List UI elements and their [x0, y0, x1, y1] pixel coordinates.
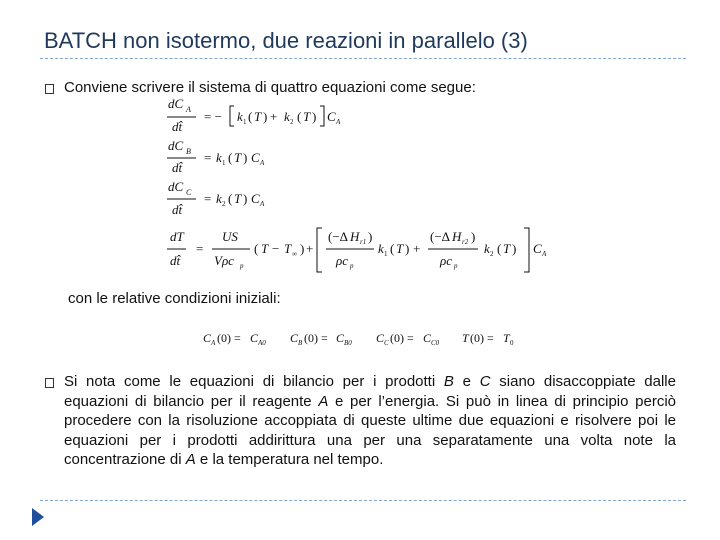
svg-text:(: (: [390, 241, 395, 256]
svg-text:T: T: [503, 241, 511, 256]
svg-text:(: (: [254, 241, 259, 256]
svg-text:∞: ∞: [292, 250, 297, 258]
svg-text:(: (: [297, 109, 302, 124]
svg-text:A0: A0: [258, 339, 266, 347]
initial-conditions-formula: [203, 331, 514, 347]
svg-text:−: −: [272, 241, 280, 256]
svg-text:C: C: [533, 241, 542, 256]
svg-text:C: C: [186, 188, 192, 197]
svg-text:T: T: [254, 109, 262, 124]
svg-text:p: p: [350, 262, 354, 270]
svg-text:C: C: [203, 331, 212, 345]
svg-text:T: T: [284, 241, 292, 256]
svg-text:dT: dT: [170, 229, 184, 244]
svg-text:A: A: [260, 159, 265, 167]
svg-text:H: H: [350, 229, 360, 244]
svg-text:A: A: [336, 118, 341, 126]
slide-title: BATCH non isotermo, due reazioni in parallelo (3): [44, 28, 528, 53]
svg-text:=: =: [204, 191, 212, 206]
svg-text:dC: dC: [168, 179, 184, 194]
svg-text:B: B: [298, 339, 303, 347]
equation-1: [167, 96, 341, 134]
svg-text:): ): [368, 229, 373, 244]
svg-text:): ): [263, 109, 268, 124]
svg-text:k: k: [378, 241, 384, 256]
svg-text:k: k: [484, 241, 490, 256]
svg-text:=: =: [204, 150, 212, 165]
svg-text:k: k: [216, 150, 222, 165]
svg-text:C: C: [290, 331, 299, 345]
svg-text:A: A: [211, 339, 216, 347]
equation-2: [167, 138, 265, 175]
equation-3: [167, 179, 265, 217]
nav-arrow-icon[interactable]: [32, 508, 46, 526]
svg-text:T: T: [503, 331, 510, 345]
svg-text:+: +: [306, 241, 314, 256]
svg-text:): ): [471, 229, 476, 244]
svg-text:C: C: [336, 331, 345, 345]
svg-text:+: +: [413, 241, 421, 256]
svg-text:T: T: [234, 150, 242, 165]
svg-text:B0: B0: [344, 339, 352, 347]
svg-text:C: C: [423, 331, 432, 345]
svg-text:(: (: [228, 191, 233, 206]
svg-text:ρc: ρc: [440, 253, 453, 268]
svg-text:dt̂: dt̂: [172, 119, 183, 134]
svg-text:k: k: [237, 109, 243, 124]
svg-text:): ): [312, 109, 317, 124]
svg-text:A: A: [542, 250, 547, 258]
svg-text:(0) =: (0) =: [217, 331, 241, 345]
footer-divider: [40, 500, 686, 501]
svg-text:C: C: [376, 331, 385, 345]
equation-4: [167, 228, 547, 272]
svg-text:k: k: [284, 109, 290, 124]
svg-text:dt̂: dt̂: [170, 253, 181, 268]
svg-text:(0) =: (0) =: [390, 331, 414, 345]
svg-text:1: 1: [384, 250, 388, 258]
svg-text:US: US: [222, 229, 238, 244]
svg-text:T: T: [234, 191, 242, 206]
svg-text:r2: r2: [462, 238, 469, 246]
svg-text:Vρc: Vρc: [214, 253, 234, 268]
svg-text:C: C: [251, 150, 260, 165]
svg-text:(−Δ: (−Δ: [328, 229, 349, 244]
svg-text:0: 0: [510, 339, 514, 347]
svg-text:=: =: [196, 241, 204, 256]
svg-text:): ): [300, 241, 305, 256]
svg-text:2: 2: [290, 118, 294, 126]
svg-text:): ): [243, 191, 248, 206]
svg-text:C: C: [250, 331, 259, 345]
svg-text:dC: dC: [168, 138, 184, 153]
svg-text:T: T: [261, 241, 269, 256]
svg-text:p: p: [240, 262, 244, 270]
svg-text:k: k: [216, 191, 222, 206]
svg-text:): ): [243, 150, 248, 165]
initial-conditions-label: con le relative condizioni iniziali:: [68, 290, 281, 307]
svg-text:dt̂: dt̂: [172, 160, 183, 175]
svg-text:T: T: [396, 241, 404, 256]
svg-text:B: B: [186, 147, 191, 156]
svg-text:(: (: [228, 150, 233, 165]
svg-text:H: H: [452, 229, 462, 244]
bullet-marker-2: [45, 378, 54, 388]
svg-text:): ): [512, 241, 517, 256]
svg-text:1: 1: [243, 118, 247, 126]
svg-text:(−Δ: (−Δ: [430, 229, 451, 244]
svg-text:C: C: [384, 339, 389, 347]
svg-text:(: (: [497, 241, 502, 256]
bullet-text-2: Si nota come le equazioni di bilancio per i prodotti B e C siano disaccoppiate dalle equazioni di bilancio per il reagente A e per l’energia. Si può in linea di principio perciò procedere con la risoluzione accoppiata di queste ultime due equazioni e risolvere poi le equazioni per i prodotti addirittura una per una separatamente una volta note la concentrazione di A e la temperatura nel tempo.: [64, 373, 676, 469]
svg-text:T: T: [303, 109, 311, 124]
svg-text:C: C: [251, 191, 260, 206]
svg-text:A: A: [186, 105, 191, 114]
svg-text:1: 1: [222, 159, 226, 167]
svg-text:ρc: ρc: [336, 253, 349, 268]
svg-text:= −: = −: [204, 109, 222, 124]
svg-text:C: C: [327, 109, 336, 124]
svg-text:A: A: [260, 200, 265, 208]
svg-text:(0) =: (0) =: [304, 331, 328, 345]
svg-text:2: 2: [222, 200, 226, 208]
svg-text:dt̂: dt̂: [172, 202, 183, 217]
svg-text:): ): [405, 241, 410, 256]
svg-text:dC: dC: [168, 96, 184, 111]
svg-text:C0: C0: [431, 339, 440, 347]
svg-text:r1: r1: [360, 238, 367, 246]
svg-text:(0) =: (0) =: [470, 331, 494, 345]
svg-text:+: +: [270, 109, 278, 124]
svg-text:2: 2: [490, 250, 494, 258]
svg-text:(: (: [248, 109, 253, 124]
svg-text:T: T: [462, 331, 469, 345]
svg-text:p: p: [454, 262, 458, 270]
bullet-text-1: Conviene scrivere il sistema di quattro equazioni come segue:: [64, 79, 476, 96]
